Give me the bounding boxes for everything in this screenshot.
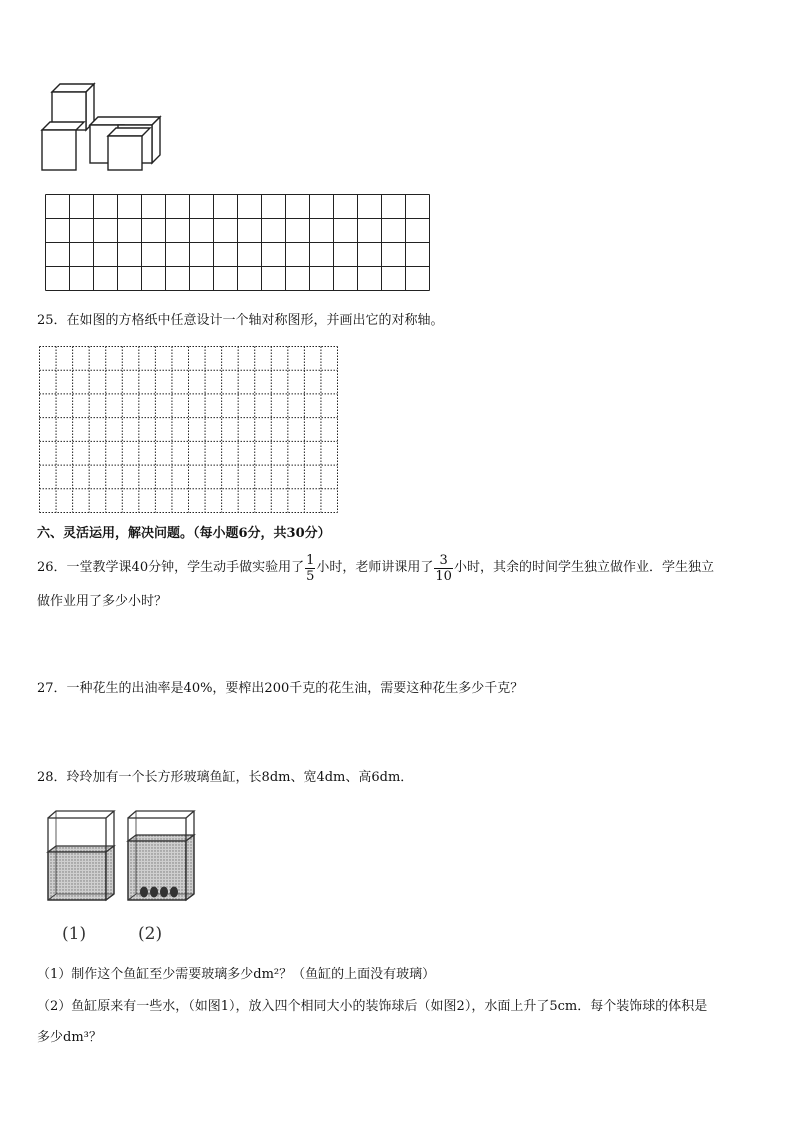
- question-26-line2: 做作业用了多少小时？: [37, 594, 168, 609]
- decor-ball: [160, 887, 168, 898]
- q26-part1: 26．一堂教学课40分钟，学生动手做实验用了: [37, 560, 305, 575]
- fraction-three-tenths: [434, 553, 453, 584]
- answer-grid-dotted: [39, 346, 338, 514]
- fraction-denominator: 5: [306, 568, 315, 584]
- fraction-numerator: 1: [306, 552, 315, 568]
- fish-tank-figure-2: [124, 808, 196, 904]
- fraction-denominator: 10: [435, 568, 452, 584]
- decor-ball: [140, 887, 148, 898]
- section-6-heading: 六、灵活运用，解决问题。（每小题6分，共30分）: [37, 526, 331, 541]
- fraction-one-fifth: [305, 553, 315, 584]
- question-26-line1: [37, 551, 714, 585]
- question-28-sub2-line1: （2）鱼缸原来有一些水，（如图1），放入四个相同大小的装饰球后（如图2），水面上升了5cm．每个装饰球的体积是: [37, 999, 708, 1014]
- figure-1-caption: (1): [62, 924, 87, 944]
- decor-ball: [150, 887, 158, 898]
- cube-stack-figure: [38, 80, 168, 175]
- q26-part2: 小时，老师讲课用了: [316, 560, 434, 575]
- question-28: 28．玲玲加有一个长方形玻璃鱼缸，长8dm、宽4dm、高6dm．: [37, 770, 414, 785]
- q26-part3: 小时，其余的时间学生独立做作业．学生独立: [453, 560, 714, 575]
- question-27: 27．一种花生的出油率是40%，要榨出200千克的花生油，需要这种花生多少千克？: [37, 681, 524, 696]
- decor-ball: [170, 887, 178, 898]
- figure-2-caption: (2): [138, 924, 163, 944]
- question-28-sub2-line2: 多少dm³？: [37, 1030, 102, 1045]
- fish-tank-figure-1: [44, 808, 116, 904]
- question-28-sub1: （1）制作这个鱼缸至少需要玻璃多少dm²？（鱼缸的上面没有玻璃）: [37, 967, 436, 982]
- answer-grid-solid: [45, 194, 430, 291]
- fraction-numerator: 3: [434, 553, 453, 569]
- question-25: 25．在如图的方格纸中任意设计一个轴对称图形，并画出它的对称轴。: [37, 313, 444, 328]
